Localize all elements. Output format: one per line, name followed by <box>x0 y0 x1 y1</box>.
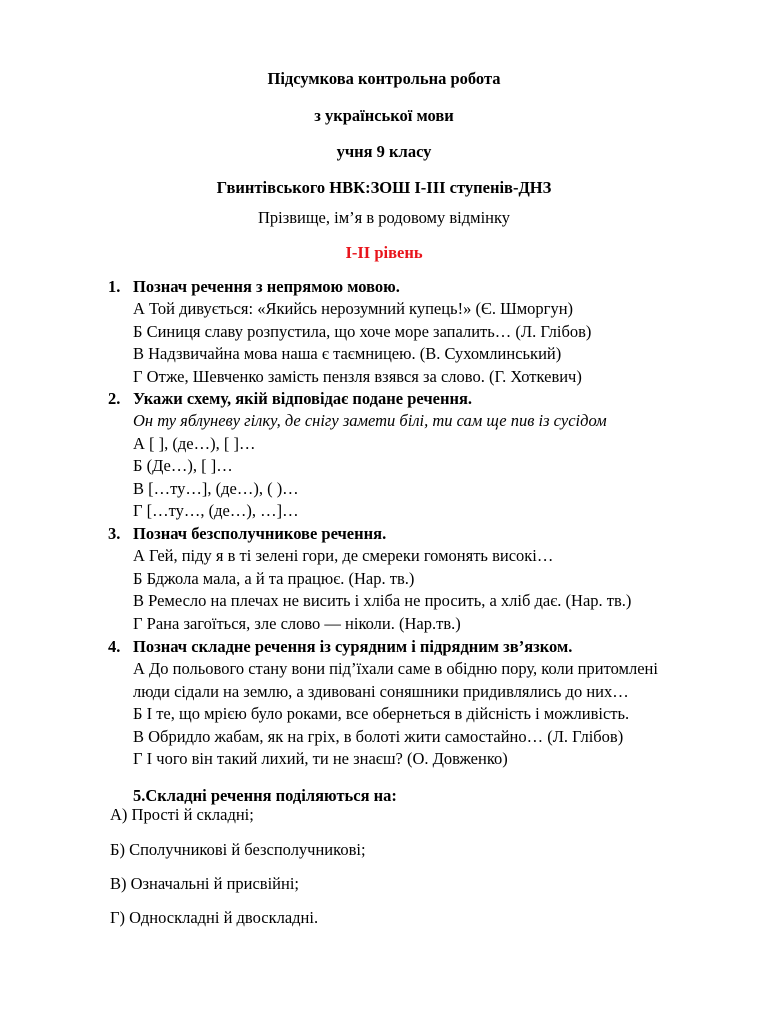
doc-grade: учня 9 класу <box>336 142 432 161</box>
answer-option: Б (Де…), [ ]… <box>133 456 233 476</box>
answer-option: Г Рана загоїться, зле слово — ніколи. (Нар.тв.) <box>133 613 461 633</box>
question-2 <box>108 388 748 523</box>
answer-option: Г) Односкладні й двоскладні. <box>110 908 319 927</box>
question-5-title: 5.Складні речення поділяються на: <box>133 786 397 805</box>
doc-name-field: Прізвище, ім’я в родовому відмінку <box>257 208 511 227</box>
answer-option: В Обридло жабам, як на гріх, в болоті жити самостайно… (Л. Глібов) <box>133 726 624 746</box>
answer-option: Г […ту…, (де…), …]… <box>133 501 299 521</box>
question-title: Познач безсполучникове речення. <box>133 524 387 543</box>
question-sentence: Он ту яблуневу гілку, де снігу замети білі, ти сам ще пив із сусідом <box>133 411 607 430</box>
doc-school: Гвинтівського НВК:ЗОШ І-ІІІ ступенів-ДНЗ <box>216 178 552 197</box>
question-number: 3. <box>108 524 121 543</box>
question-number: 1. <box>108 277 121 296</box>
answer-option: В Ремесло на плечах не висить і хліба не просить, а хліб дає. (Нар. тв.) <box>133 591 632 611</box>
question-title: Познач речення з непрямою мовою. <box>133 277 400 296</box>
answer-option: В) Означальні й присвійні; <box>110 874 300 893</box>
question-title: Познач складне речення із сурядним і підрядним зв’язком. <box>133 637 573 656</box>
answer-option: Г І чого він такий лихий, ти не знаєш? (О. Довженко) <box>133 749 508 769</box>
question-number: 4. <box>108 637 121 656</box>
doc-title: Підсумкова контрольна робота <box>267 69 501 88</box>
doc-level: І-ІІ рівень <box>345 243 423 262</box>
question-1 <box>108 276 748 388</box>
doc-subject: з української мови <box>314 106 454 125</box>
answer-option: Б Бджола мала, а й та працює. (Нар. тв.) <box>133 568 415 588</box>
answer-option: Г Отже, Шевченко замість пензля взявся за слово. (Г. Хоткевич) <box>133 366 582 386</box>
question-4 <box>108 636 748 771</box>
answer-option: А Той дивується: «Якийсь нерозумний купець!» (Є. Шморгун) <box>133 299 574 318</box>
answer-option: А) Прості й складні; <box>110 805 254 824</box>
answer-option: Б Синиця славу розпустила, що хоче море запалить… (Л. Глібов) <box>133 321 592 341</box>
answer-option: А [ ], (де…), [ ]… <box>133 433 256 453</box>
answer-option: В Надзвичайна мова наша є таємницею. (В. Сухомлинський) <box>133 344 562 364</box>
answer-option: В […ту…], (де…), ( )… <box>133 478 299 498</box>
question-3 <box>108 523 748 635</box>
answer-option: А До польового стану вони під’їхали саме в обідню пору, коли притомлені люди сідали на землю, а здивовані соняшники придивлялись до них… <box>133 659 658 701</box>
answer-option: А Гей, піду я в ті зелені гори, де смереки гомонять високі… <box>133 546 554 565</box>
question-number: 2. <box>108 389 121 408</box>
question-title: Укажи схему, якій відповідає подане речення. <box>133 389 473 408</box>
answer-option: Б І те, що мрією було роками, все обернеться в дійсність і можливість. <box>133 704 630 724</box>
answer-option: Б) Сполучникові й безсполучникові; <box>110 840 366 859</box>
